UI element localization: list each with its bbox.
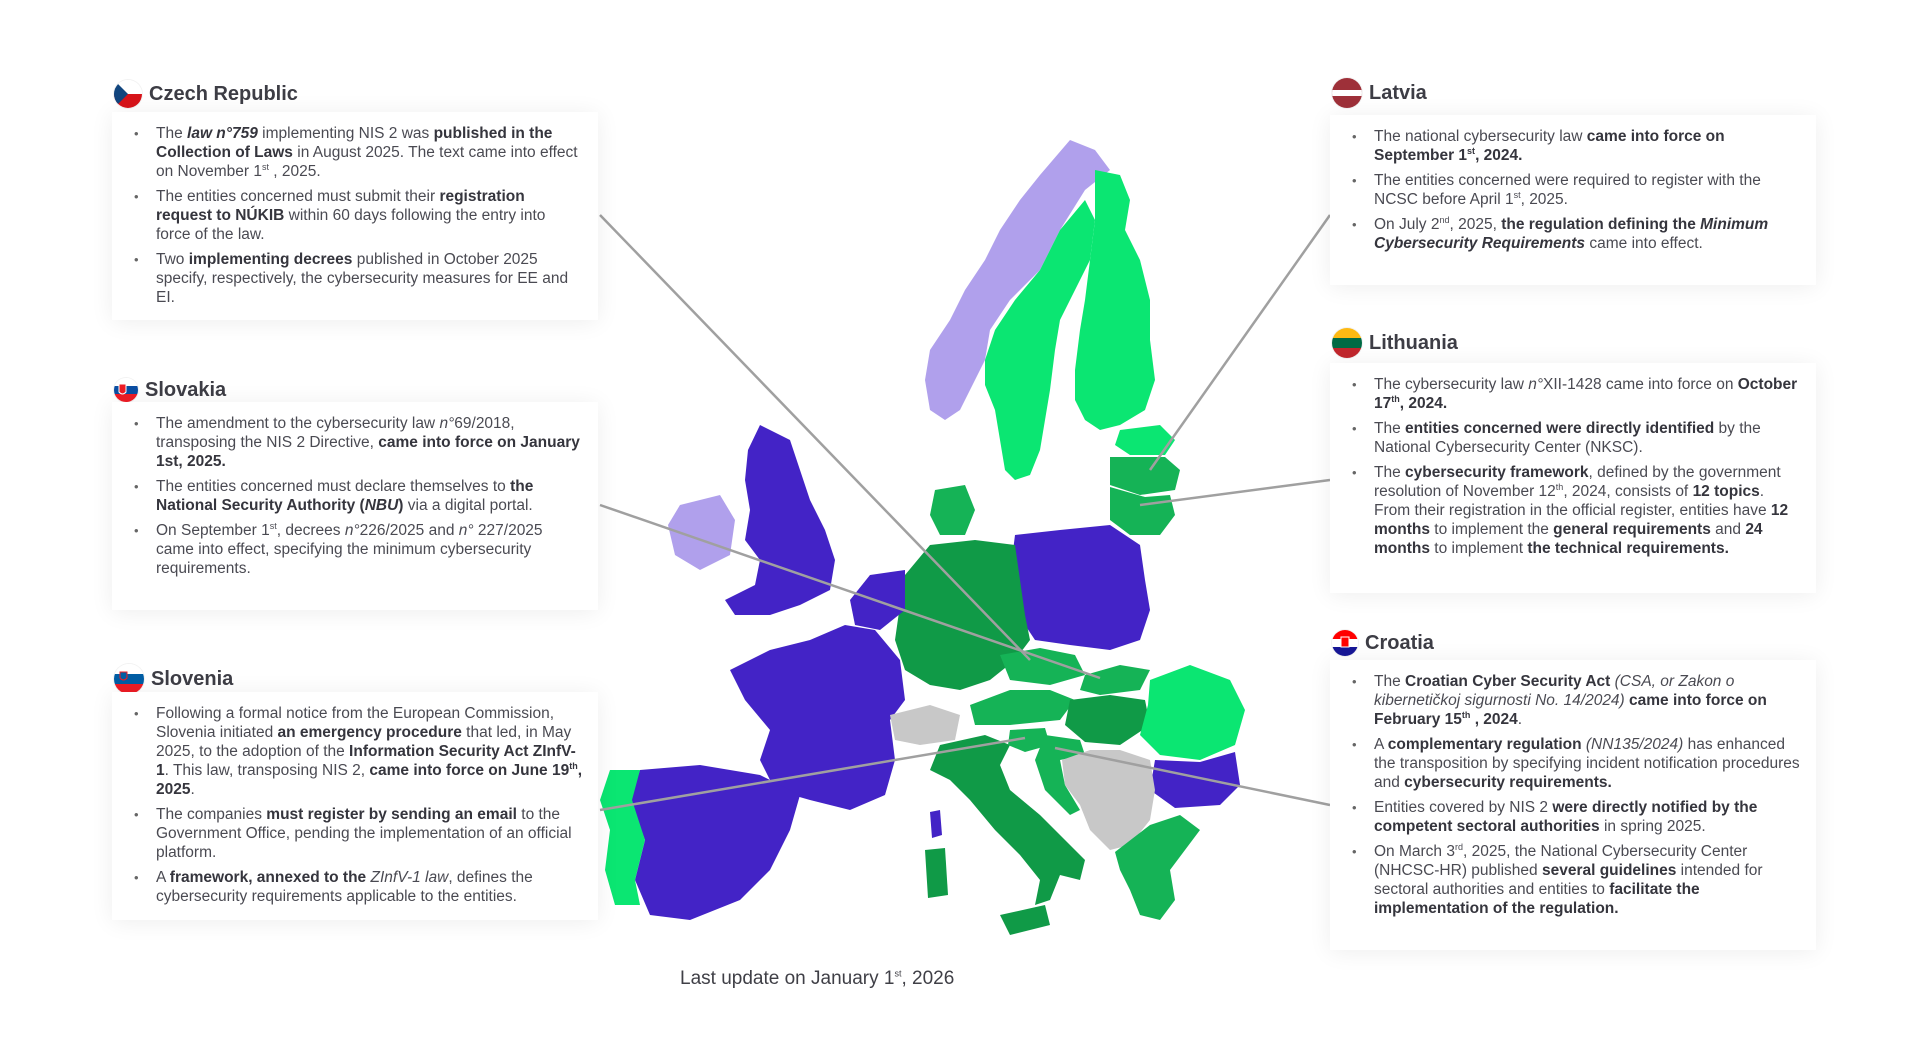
bullet-text-segment: via a digital portal.	[403, 497, 533, 514]
croatia-title-text: Croatia	[1365, 631, 1434, 654]
bullet-text-segment: . This law, transposing NIS 2,	[164, 762, 370, 779]
map-region-poland	[1010, 525, 1150, 650]
czech-title	[114, 80, 298, 108]
bullet-text-segment: , 2024.	[1475, 147, 1523, 164]
bullet-text-segment: The entities concerned were required to register with the NCSC before April 1	[1374, 172, 1761, 208]
bullet-text-segment: On July 2	[1374, 216, 1440, 233]
bullet-text-segment: st	[261, 161, 269, 172]
bullet-text-segment: 226/2025 and	[359, 522, 459, 539]
bullet-text-segment: published in the Collection of Laws	[156, 125, 553, 161]
czech-republic-flag-icon	[114, 80, 142, 108]
bullet-text-segment: came into force on September 1	[1374, 128, 1725, 164]
bullet-text-segment: came into force on June 19	[369, 762, 570, 779]
slovakia-title	[114, 378, 226, 402]
bullet-text-segment: registration request to NÚKIB	[156, 188, 525, 224]
bullet-text-segment: and	[1710, 521, 1746, 538]
bullet-text-segment: 227/2025 came into effect, specifying the minimum cybersecurity requirements.	[156, 522, 543, 577]
map-region-denmark	[930, 485, 975, 535]
bullet-text-segment: to implement	[1429, 540, 1528, 557]
bullet-text-segment: , defines the cybersecurity requirements applicable to the entities.	[156, 869, 533, 905]
bullet-item	[1374, 842, 1802, 918]
bullet-item	[156, 805, 584, 862]
bullet-text-segment: October 17	[1374, 376, 1798, 412]
bullet-text-segment: cybersecurity framework	[1405, 464, 1589, 481]
bullet-text-segment: Entities covered by NIS 2	[1374, 799, 1553, 816]
bullet-text-segment: th	[1555, 481, 1564, 492]
bullet-text-segment: st	[269, 520, 277, 531]
latvia-items	[1344, 127, 1802, 253]
bullet-text-segment: implementing decrees	[188, 251, 353, 268]
lithuania-panel	[1330, 363, 1816, 593]
bullet-text-segment: came into force on January 1st, 2025.	[156, 434, 580, 470]
bullet-item	[1374, 798, 1802, 836]
bullet-text-segment: th	[1391, 393, 1400, 404]
bullet-text-segment: th	[569, 760, 578, 771]
bullet-text-segment: ZInfV-1 law	[366, 869, 449, 886]
bullet-text-segment: (NN135/2024)	[1581, 736, 1684, 753]
bullet-text-segment: framework, annexed to the	[169, 869, 367, 886]
bullet-text-segment: 24 months	[1374, 521, 1763, 557]
map-region-austria	[970, 690, 1075, 725]
slovenia-flag-icon	[114, 664, 144, 694]
croatia-title	[1332, 630, 1434, 656]
bullet-text-segment: law n°759	[187, 125, 258, 142]
czech-items	[126, 124, 584, 307]
bullet-text-segment: several guidelines	[1541, 862, 1677, 879]
map-region-latvia	[1110, 457, 1180, 495]
map-region-sardinia	[925, 848, 948, 898]
bullet-text-segment: rd	[1454, 841, 1463, 852]
last-update-sup: st	[894, 968, 902, 979]
map-region-uk	[725, 425, 835, 615]
bullet-text-segment: . From their registration in the official register, entities have	[1374, 483, 1771, 519]
latvia-panel	[1330, 115, 1816, 285]
last-update-suffix: , 2026	[901, 968, 955, 989]
bullet-item	[1374, 735, 1802, 792]
slovenia-panel	[112, 692, 598, 920]
croatia-panel	[1330, 660, 1816, 950]
bullet-text-segment: The	[1374, 673, 1406, 690]
slovakia-items	[126, 414, 584, 578]
bullet-text-segment: (CSA, or Zakon o kibernetičkoj sigurnosti No. 14/2024)	[1374, 673, 1735, 709]
bullet-text-segment: came into effect.	[1585, 235, 1703, 252]
bullet-text-segment: in spring 2025.	[1599, 818, 1706, 835]
lithuania-title	[1332, 328, 1458, 358]
bullet-text-segment: 12 months	[1374, 502, 1789, 538]
croatia-items	[1344, 672, 1802, 918]
slovakia-flag-icon	[114, 378, 138, 402]
map-region-italy	[930, 735, 1085, 905]
map-region-romania	[1140, 665, 1245, 760]
map-region-estonia	[1115, 425, 1175, 455]
bullet-item	[1374, 215, 1802, 253]
bullet-text-segment: 12 topics	[1692, 483, 1760, 500]
bullet-text-segment: , defined by the government resolution of November 12	[1374, 464, 1781, 500]
czech-title-text: Czech Republic	[149, 82, 298, 105]
bullet-item	[1374, 463, 1802, 558]
lithuania-flag-icon	[1332, 328, 1362, 358]
latvia-title	[1332, 78, 1427, 108]
slovenia-title-text: Slovenia	[151, 667, 234, 690]
map-region-czechia	[1000, 648, 1085, 685]
bullet-text-segment: , 2024	[1470, 711, 1518, 728]
bullet-text-segment: The national cybersecurity law	[1374, 128, 1587, 145]
bullet-text-segment: general requirements	[1553, 521, 1711, 538]
slovakia-title-text: Slovakia	[145, 378, 227, 401]
bullet-text-segment: the National Security Authority (	[156, 478, 534, 514]
bullet-item	[1374, 127, 1802, 165]
lithuania-items	[1344, 375, 1802, 558]
bullet-item	[156, 868, 584, 906]
bullet-item	[156, 250, 584, 307]
croatia-flag-icon	[1332, 630, 1358, 656]
bullet-text-segment: On March 3	[1374, 843, 1455, 860]
bullet-text-segment: has enhanced the transposition by specifying incident notification procedures and	[1374, 736, 1800, 791]
bullet-item	[156, 187, 584, 244]
slovenia-items	[126, 704, 584, 906]
map-region-switzerland	[890, 705, 960, 745]
map-region-corsica	[930, 810, 942, 838]
bullet-text-segment: Information Security Act ZInfV-1	[156, 743, 576, 779]
bullet-text-segment: must register by sending an email	[266, 806, 517, 823]
bullet-item	[1374, 171, 1802, 209]
bullet-text-segment: th	[1461, 709, 1471, 720]
bullet-text-segment: an emergency procedure	[277, 724, 462, 741]
bullet-text-segment: The	[156, 125, 188, 142]
bullet-text-segment: The amendment to the cybersecurity law	[156, 415, 440, 432]
bullet-text-segment: The cybersecurity law	[1374, 376, 1529, 393]
map-region-bulgaria	[1150, 752, 1240, 808]
bullet-text-segment: n°	[439, 415, 455, 432]
bullet-item	[156, 704, 584, 799]
bullet-text-segment: The	[1374, 420, 1406, 437]
bullet-text-segment: came into force on February 15	[1374, 692, 1767, 728]
bullet-text-segment: nd	[1439, 214, 1450, 225]
bullet-text-segment: The entities concerned must declare themselves to	[156, 478, 511, 495]
bullet-text-segment: within 60 days following the entry into force of the law.	[156, 207, 546, 243]
bullet-text-segment: )	[398, 497, 404, 514]
bullet-text-segment: , 2024, consists of	[1563, 483, 1693, 500]
map-region-sicily	[1000, 905, 1050, 935]
bullet-text-segment: , 2025,	[1449, 216, 1502, 233]
bullet-text-segment: to the Government Office, pending the implementation of an official platform.	[156, 806, 572, 861]
connector-latvia	[1150, 215, 1330, 470]
bullet-text-segment: n°	[344, 522, 360, 539]
bullet-text-segment: the regulation defining the	[1501, 216, 1701, 233]
bullet-text-segment: On September 1	[156, 522, 270, 539]
bullet-text-segment: complementary regulation	[1387, 736, 1582, 753]
bullet-text-segment: A	[1374, 736, 1388, 753]
bullet-text-segment: Two	[156, 251, 189, 268]
last-update-prefix: Last update on January 1	[680, 968, 895, 989]
bullet-text-segment: The companies	[156, 806, 267, 823]
bullet-text-segment: facilitate the implementation of the regulation.	[1374, 881, 1700, 917]
bullet-text-segment: Minimum Cybersecurity Requirements	[1374, 216, 1769, 252]
bullet-item	[1374, 419, 1802, 457]
bullet-text-segment: , 2024.	[1399, 395, 1448, 412]
bullet-item	[1374, 672, 1802, 729]
bullet-item	[1374, 375, 1802, 413]
latvia-flag-icon	[1332, 78, 1362, 108]
bullet-text-segment: published in October 2025 specify, respectively, the cybersecurity measures for EE and EI.	[156, 251, 569, 306]
bullet-text-segment: st	[1513, 189, 1521, 200]
bullet-text-segment: The	[1374, 464, 1406, 481]
bullet-text-segment: were directly notified by the competent sectoral authorities	[1374, 799, 1758, 835]
bullet-text-segment: XII-1428 came into force on	[1543, 376, 1738, 393]
map-region-spain	[630, 765, 800, 920]
bullet-text-segment: The entities concerned must submit their	[156, 188, 440, 205]
bullet-text-segment: , 2025, the National Cybersecurity Center (NHCSC-HR) published	[1374, 843, 1748, 879]
bullet-text-segment: in August 2025. The text came into effect on November 1	[156, 144, 578, 180]
bullet-item	[156, 414, 584, 471]
bullet-text-segment: st	[1467, 145, 1476, 156]
bullet-text-segment: that led, in May 2025, to the adoption of the	[156, 724, 572, 760]
map-region-slovakia	[1080, 665, 1150, 695]
bullet-text-segment: Following a formal notice from the European Commission, Slovenia initiated	[156, 705, 555, 741]
bullet-text-segment: intended for sectoral authorities and entities to	[1374, 862, 1763, 898]
bullet-item	[156, 124, 584, 181]
bullet-text-segment: the technical requirements.	[1527, 540, 1729, 557]
bullet-text-segment: , 2025.	[269, 163, 321, 180]
bullet-text-segment: implementing NIS 2 was	[257, 125, 434, 142]
slovakia-panel	[112, 402, 598, 610]
bullet-text-segment: .	[1517, 711, 1523, 728]
bullet-text-segment: entities concerned were directly identified	[1405, 420, 1715, 437]
bullet-text-segment: , 2025.	[1520, 191, 1568, 208]
bullet-text-segment: n°	[458, 522, 474, 539]
bullet-text-segment: to implement the	[1429, 521, 1554, 538]
bullet-text-segment: 69/2018, transposing the NIS 2 Directive,	[156, 415, 515, 451]
bullet-item	[156, 477, 584, 515]
lithuania-title-text: Lithuania	[1369, 331, 1458, 354]
bullet-item	[156, 521, 584, 578]
czech-panel	[112, 112, 598, 320]
bullet-text-segment: .	[190, 781, 195, 798]
bullet-text-segment: , decrees	[276, 522, 345, 539]
bullet-text-segment: A	[156, 869, 170, 886]
slovenia-title	[114, 664, 233, 694]
latvia-title-text: Latvia	[1369, 81, 1427, 104]
bullet-text-segment: cybersecurity requirements.	[1404, 774, 1612, 791]
bullet-text-segment: , 2025	[156, 762, 583, 798]
bullet-text-segment: Croatian Cyber Security Act	[1405, 673, 1611, 690]
bullet-text-segment: n°	[1528, 376, 1544, 393]
bullet-text-segment: NBU	[364, 497, 399, 514]
map-region-hungary	[1065, 695, 1150, 745]
bullet-text-segment: by the National Cybersecurity Center (NKSC).	[1374, 420, 1761, 456]
last-update-note	[680, 968, 954, 990]
